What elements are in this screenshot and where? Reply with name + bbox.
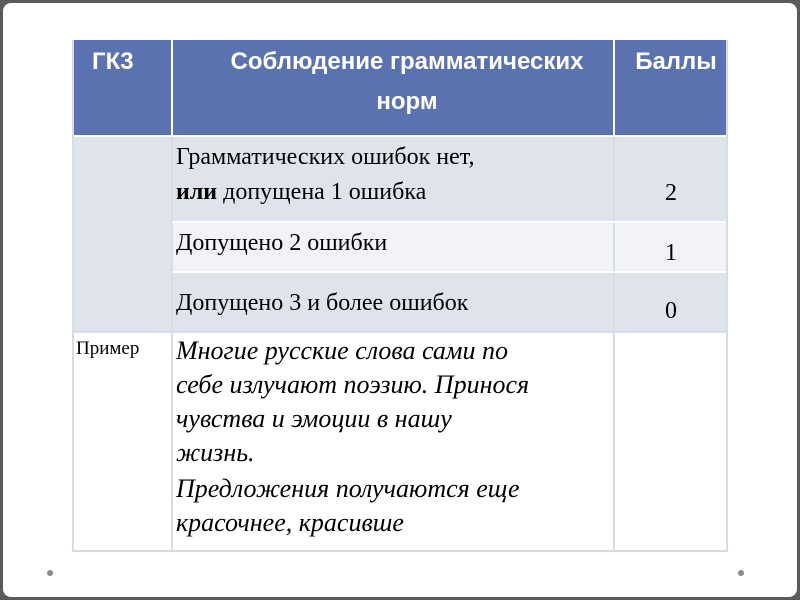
row3-text: Допущено 3 и более ошибок — [176, 290, 469, 316]
example-line: Предложения получаются еще — [176, 474, 520, 503]
criterion-code-cell — [72, 136, 172, 332]
grid-line — [172, 221, 728, 223]
example-line: жизнь. — [176, 438, 255, 467]
row3-score: 0 — [665, 298, 677, 324]
example-line: себе излучают поэзию. Принося — [176, 370, 530, 399]
row2-score: 1 — [665, 240, 677, 266]
row2-text: Допущено 2 ошибки — [176, 230, 388, 256]
header-code: ГК3 — [92, 48, 134, 75]
grid-line — [72, 135, 728, 137]
slide-corner-dot-right — [738, 570, 744, 576]
example-label: Пример — [76, 338, 140, 359]
header-points: Баллы — [635, 48, 717, 75]
row1-rest: допущена 1 ошибка — [217, 179, 427, 205]
grid-line — [72, 331, 728, 333]
row1-bold-word: или — [176, 179, 218, 205]
example-line: красочнее, красивше — [176, 508, 404, 537]
slide-corner-dot-left — [47, 570, 53, 576]
example-line: Многие русские слова сами по — [176, 336, 508, 365]
row1-text-line1: Грамматических ошибок нет, — [176, 144, 475, 170]
grammar-criteria-table — [72, 40, 728, 552]
row1-text-line2 — [176, 175, 426, 210]
grid-line — [613, 40, 615, 136]
grid-line — [72, 550, 728, 552]
grid-line — [171, 40, 173, 136]
header-criterion-line2: норм — [376, 88, 438, 115]
grid-line — [72, 40, 74, 552]
header-criterion-line1: Соблюдение грамматических — [230, 48, 584, 75]
example-line: чувства и эмоции в нашу — [176, 404, 452, 433]
grid-line — [726, 40, 728, 552]
grid-line — [172, 271, 728, 273]
row1-score: 2 — [665, 180, 677, 206]
